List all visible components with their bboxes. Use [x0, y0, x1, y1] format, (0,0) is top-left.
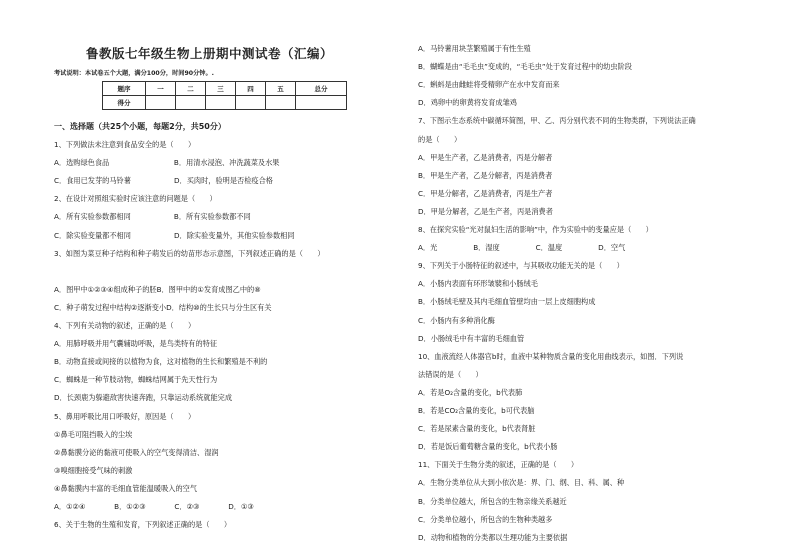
question-line: A．用肺呼吸并用气囊辅助呼吸，是鸟类特有的特征 [54, 339, 218, 349]
question-line: ②鼻黏膜分泌的黏液可使吸入的空气变得清洁、湿润 [54, 447, 219, 457]
score-cell [176, 96, 206, 110]
question-line: D．动物和植物的分类都以生理功能为主要依据 [418, 532, 568, 542]
question-line: A．生物分类单位从大到小依次是：界、门、纲、目、科、属、种 [418, 478, 625, 488]
score-cell: 总分 [296, 82, 347, 96]
question-line: 3、如图为菜豆种子结构和种子萌发后的幼苗形态示意图，下列叙述正确的是（ ） [54, 248, 325, 258]
score-cell: 五 [266, 82, 296, 96]
question-line: A．选购绿色食品 B．用清水浸泡、冲洗蔬菜及水果 [54, 158, 280, 168]
question-line: C．若是尿素含量的变化，b代表肾脏 [418, 424, 536, 434]
question-line: 法错误的是（ ） [418, 369, 483, 379]
question-line: C．种子萌发过程中结构②逐渐变小D．结构⑩的生长只与分生区有关 [54, 302, 272, 312]
question-line: 6、关于生物的生殖和发育，下列叙述正确的是（ ） [54, 520, 232, 530]
question-line: ④鼻黏膜内丰富的毛细血管能温暖吸入的空气 [54, 483, 198, 493]
question-line: 8、在探究实验“光对鼠妇生活的影响”中，作为实验中的变量应是（ ） [418, 225, 653, 234]
score-cell: 二 [176, 82, 206, 96]
score-cell: 一 [146, 82, 176, 96]
question-line: C．分类单位越小，所包含的生物种类越多 [418, 514, 553, 524]
question-line: ③嗅细胞接受气味的刺激 [54, 465, 133, 475]
question-line: A．若是O₂含量的变化，b代表肺 [418, 387, 523, 397]
score-cell [146, 96, 176, 110]
question-line: D．长颈鹿为躲避敌害快速奔跑，只靠运动系统就能完成 [54, 393, 233, 403]
question-line: C．除实验变量都不相同 D．除实验变量外，其他实验参数相同 [54, 230, 295, 240]
score-cell [236, 96, 266, 110]
question-line: C．食用已发芽的马铃薯 D．买肉时，验明是否检疫合格 [54, 176, 273, 186]
question-line: C．甲是分解者，乙是消费者，丙是生产者 [418, 188, 553, 198]
question-line: A．光 B．湿度 C．温度 D．空气 [418, 243, 626, 253]
question-line: ①鼻毛可阻挡吸入的尘埃 [54, 429, 133, 439]
question-line: 5、鼻用呼吸比用口呼吸好，原因是（ ） [54, 411, 196, 421]
question-line: B．动物直接或间接的以植物为食，这对植物的生长和繁殖是不利的 [54, 357, 268, 367]
score-cell [296, 96, 347, 110]
question-line: A．①②④ B．①②③ C．②③ D．①③ [54, 502, 254, 511]
question-line: C．小肠内有多种消化酶 [418, 315, 495, 325]
question-line: D．甲是分解者，乙是生产者，丙是消费者 [418, 206, 553, 216]
question-line: B．若是CO₂含量的变化，b可代表脑 [418, 406, 535, 415]
question-line: 11、下面关于生物分类的叙述，正确的是（ ） [418, 460, 579, 470]
question-line: A．图甲中①②③④组成种子的胚B．图甲中的①发育成图乙中的⑧ [54, 284, 261, 294]
section-heading: 一、选择题（共25个小题，每题2分，共50分） [54, 122, 226, 131]
question-line: D．鸡卵中的卵黄将发育成雏鸡 [418, 98, 517, 108]
score-table-score-row [103, 96, 347, 110]
score-table [102, 81, 347, 110]
question-line: A．马铃薯用块茎繁殖属于有性生殖 [418, 44, 531, 53]
question-line: 1、下列做法未注意到食品安全的是（ ） [54, 140, 196, 149]
question-line: 2、在设计对照组实验时应该注意的问题是（ ） [54, 194, 217, 204]
question-line: A．小肠内表面有环形皱襞和小肠绒毛 [418, 279, 538, 289]
question-line: 的是（ ） [418, 134, 462, 144]
question-line: D．小肠绒毛中有丰富的毛细血管 [418, 333, 525, 343]
question-line: B．分类单位越大，所包含的生物亲缘关系越近 [418, 496, 567, 506]
score-cell [206, 96, 236, 110]
question-line: 4、下列有关动物的叙述，正确的是（ ） [54, 321, 196, 330]
score-cell: 得分 [103, 96, 146, 110]
score-cell: 题序 [103, 82, 146, 96]
score-table-header-row [103, 82, 347, 96]
exam-note: 考试说明：本试卷五个大题，满分100分，时间90分钟。. [54, 70, 215, 77]
page-title: 鲁教版七年级生物上册期中测试卷（汇编） [86, 46, 334, 61]
question-line: B．甲是生产者，乙是分解者，丙是消费者 [418, 170, 553, 180]
score-cell: 三 [206, 82, 236, 96]
question-line: B．蝴蝶是由“毛毛虫”变成的，“毛毛虫”处于发育过程中的幼虫阶段 [418, 62, 632, 72]
question-line: C．蝌蚪是由雌蛙将受精卵产在水中发育而来 [418, 80, 560, 90]
question-line: 7、下图示生态系统中碳循环简图，甲、乙、丙分别代表不同的生物类群，下列说法正确 [418, 116, 696, 126]
question-line: B．小肠绒毛壁及其内毛细血管壁均由一层上皮细胞构成 [418, 297, 596, 307]
question-line: A．甲是生产者，乙是消费者，丙是分解者 [418, 152, 553, 162]
question-line: 10、血液流经人体器官b时，血液中某种物质含量的变化用曲线表示，如图．下列说 [418, 351, 684, 361]
question-line: A．所有实验参数都相同 B．所有实验参数都不同 [54, 212, 251, 222]
score-cell [266, 96, 296, 110]
question-line: D．若是饭后葡萄糖含量的变化，b代表小肠 [418, 442, 558, 452]
question-line: C．蜘蛛是一种节肢动物，蜘蛛结网属于先天性行为 [54, 375, 218, 385]
score-cell: 四 [236, 82, 266, 96]
question-line: 9、下列关于小肠特征的叙述中，与其吸收功能无关的是（ ） [418, 261, 624, 271]
